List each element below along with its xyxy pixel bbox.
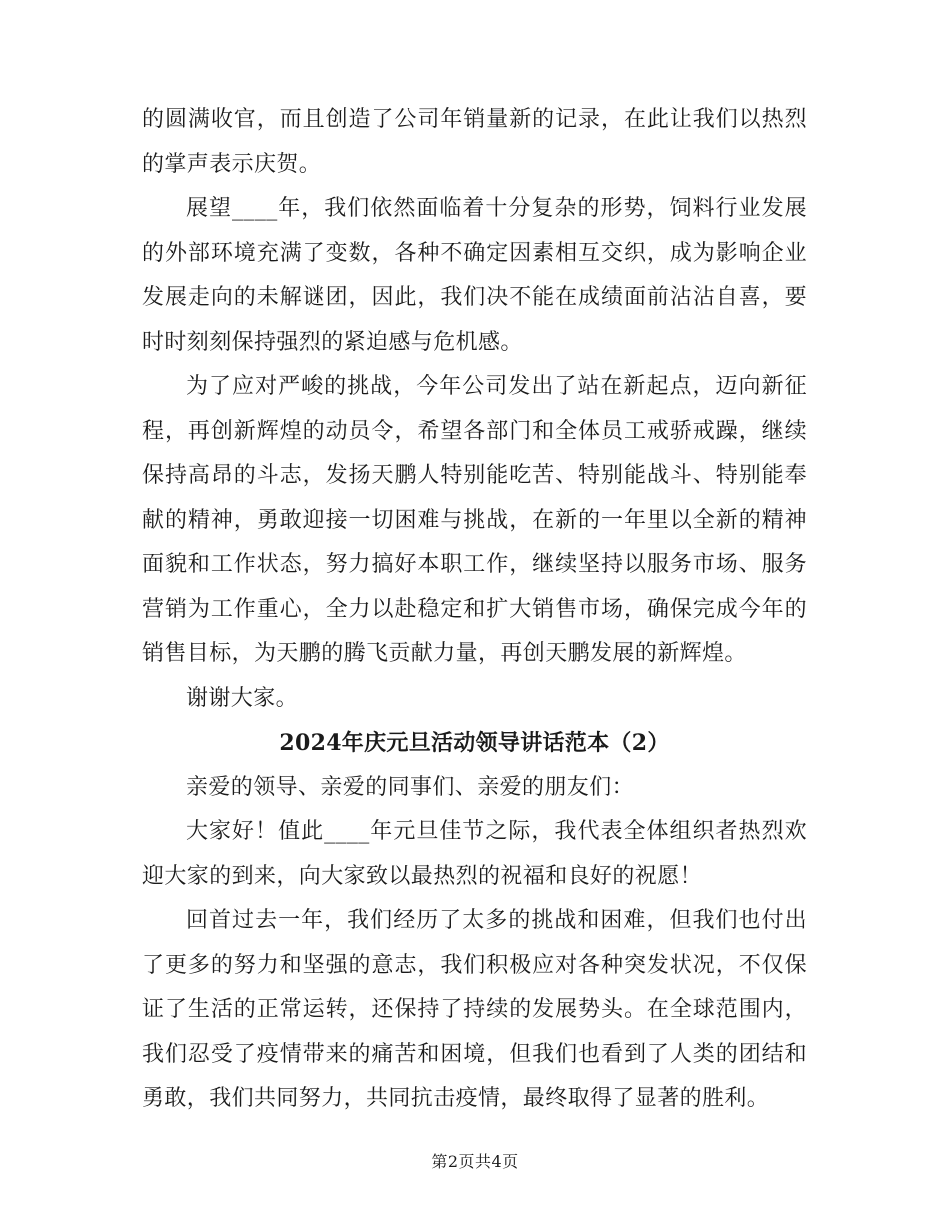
paragraph-challenge: 为了应对严峻的挑战，今年公司发出了站在新起点，迈向新征程，再创新辉煌的动员令，希望各部门和全体员工戒骄戒躁，继续保持高昂的斗志，发扬天鹏人特别能吃苦、特别能战斗、特别能奉献的精神，勇敢迎接一切困难与挑战，在新的一年里以全新的精神面貌和工作状态，努力搞好本职工作，继续坚持以服务市场、服务营销为工作重心，全力以赴稳定和扩大销售市场，确保完成今年的销售目标，为天鹏的腾飞贡献力量，再创天鹏发展的新辉煌。: [142, 374, 807, 666]
paragraph-salutation: 亲爱的领导、亲爱的同事们、亲爱的朋友们：: [186, 774, 635, 800]
page-number-footer: 第2页共4页: [431, 1152, 519, 1171]
paragraph-greeting: 大家好！值此____年元旦佳节之际，我代表全体组织者热烈欢迎大家的到来，向大家致以最热烈的祝福和良好的祝愿！: [142, 819, 807, 889]
paragraph-review: 回首过去一年，我们经历了太多的挑战和困难，但我们也付出了更多的努力和坚强的意志，我们积极应对各种突发状况，不仅保证了生活的正常运转，还保持了持续的发展势头。在全球范围内，我们忍受了疫情带来的痛苦和困境，但我们也看到了人类的团结和勇敢，我们共同努力，共同抗击疫情，最终取得了显著的胜利。: [142, 908, 807, 1111]
document-page: [142, 98, 807, 1111]
paragraph-outlook: 展望____年，我们依然面临着十分复杂的形势，饲料行业发展的外部环境充满了变数，各种不确定因素相互交织，成为影响企业发展走向的未解谜团，因此，我们决不能在成绩面前沾沾自喜，要时时刻刻保持强烈的紧迫感与危机感。: [142, 196, 807, 355]
paragraph-thanks: 谢谢大家。: [186, 685, 299, 711]
section-title: 2024年庆元旦活动领导讲话范本（2）: [279, 730, 670, 756]
paragraph-continuation: 的圆满收官，而且创造了公司年销量新的记录，在此让我们以热烈的掌声表示庆贺。: [142, 107, 807, 177]
